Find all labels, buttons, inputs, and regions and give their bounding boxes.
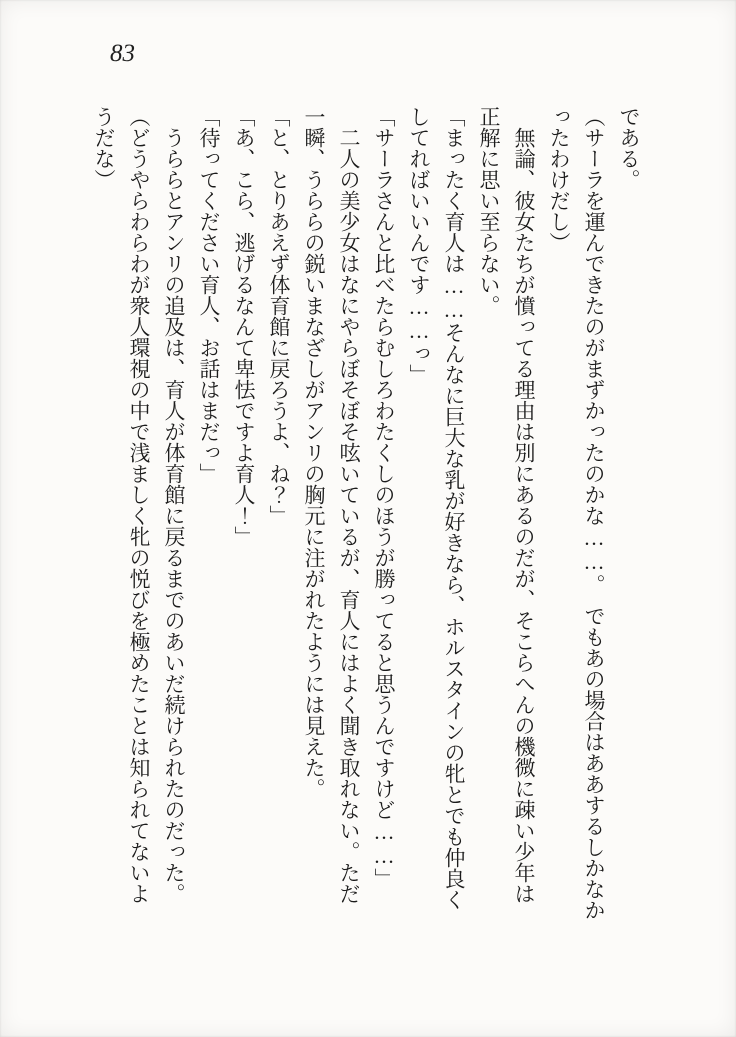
text-column-3: ったわけだし） [547,106,571,253]
text-column-13: 「待ってください育人、お話はまだっ」 [197,106,221,484]
text-column-8: 「サーラさんと比べたらむしろわたくしのほうが勝ってると思うんですけど……」 [372,106,396,889]
text-column-10: 一瞬、うららの鋭いまなざしがアンリの胸元に注がれたようには見えた。 [302,106,326,799]
text-column-7: してればいいんです……っ」 [407,106,431,385]
text-column-15: （どうやらわらわが衆人環視の中で浅ましく牝の悦びを極めたことは知られてないよ [127,106,151,904]
text-column-14: うららとアンリの追及は、育人が体育館に戻るまでのあいだ続けられたのだった。 [162,106,186,904]
text-column-9: 二人の美少女はなにやらぼそぼそ呟いているが、育人にはよく聞き取れない。ただ [337,106,361,904]
text-block [86,106,646,972]
text-column-2: （サーラを運んできたのがまずかったのかな……。 でもあの場合はああするしかなか [582,106,606,921]
text-column-11: 「と、とりあえず体育館に戻ろうよ、ね？」 [267,106,291,526]
text-column-6: 「まったく育人は……そんなに巨大な乳が好きなら、ホルスタインの牝とでも仲良く [442,106,466,910]
text-column-4: 無論、彼女たちが憤ってる理由は別にあるのだが、そこらへんの機微に疎い少年は [512,106,536,904]
text-column-5: 正解に思い至らない。 [477,106,501,316]
text-column-1: である。 [617,106,641,190]
page-number: 83 [110,40,135,67]
text-column-16: うだな） [92,106,116,190]
text-column-12: 「あ、こら、逃げるなんて卑怯ですよ育人！」 [232,106,256,547]
